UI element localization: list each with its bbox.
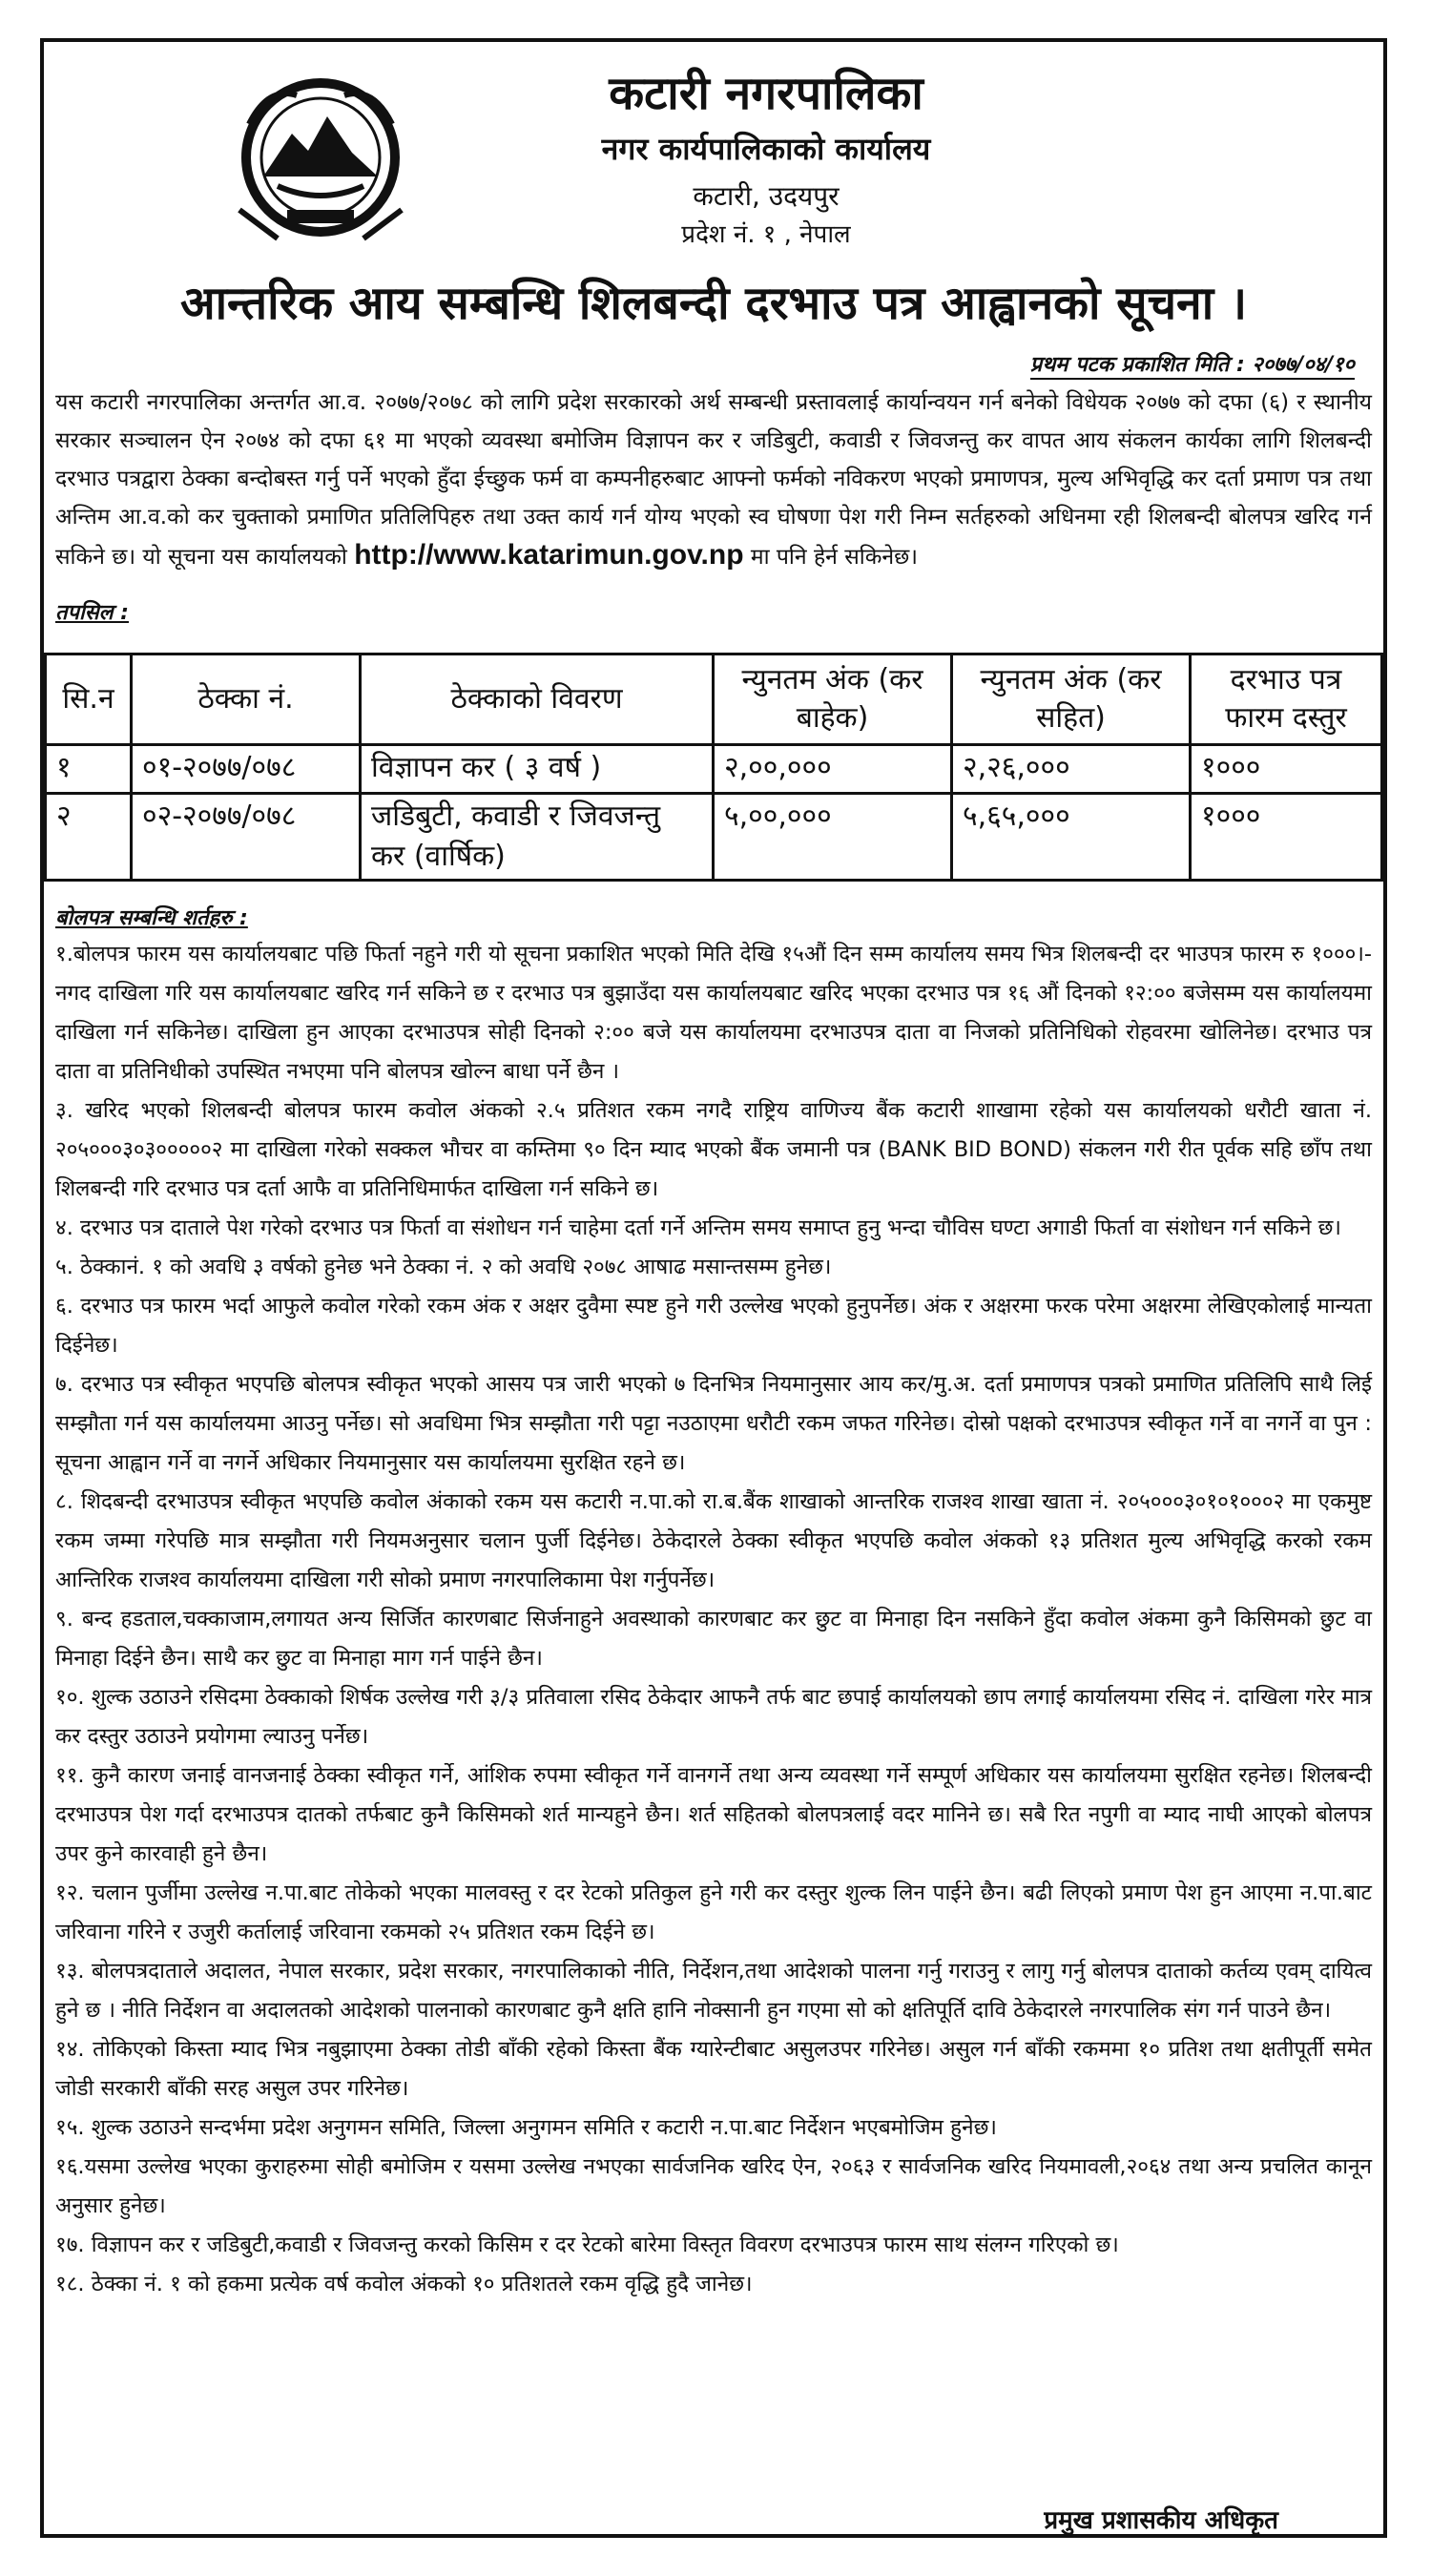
table-cell: २ <box>46 794 132 881</box>
condition-item: १८. ठेक्का नं. १ को हकमा प्रत्येक वर्ष कवोल अंकको १० प्रतिशतले रकम वृद्धि हुदै जानेछ। <box>55 2272 753 2296</box>
org-name: कटारी नगरपालिका <box>609 67 923 120</box>
col-header: सि.न <box>46 654 132 745</box>
table-cell: ५,६५,००० <box>952 794 1191 881</box>
col-header: दरभाउ पत्र फारम दस्तुर <box>1191 654 1382 745</box>
condition-item: १३. बोलपत्रदाताले अदालत, नेपाल सरकार, प्रदेश सरकार, नगरपालिकाको नीति, निर्देशन,तथा आदेशको पालना गर्नु गराउनु र लागु गर्नु बोलपत्र दाताको कर्तव्य एवम् दायित्व हुने छ । नीति निर्देशन वा अदालतको आदेशको पालनाको कारणबाट कुनै क्षति हानि नोक्सानी हुन गएमा सो को क्षतिपूर्ति दावि ठेकेदारले नगरपालिक संग गर्न पाउने छैन। <box>55 1959 1372 2023</box>
table-cell: १००० <box>1191 745 1382 794</box>
province: प्रदेश नं. १ , नेपाल <box>681 220 851 249</box>
table-cell: विज्ञापन कर ( ३ वर्ष ) <box>361 745 714 794</box>
office-name: नगर कार्यपालिकाको कार्यालय <box>601 131 931 167</box>
condition-item: ९. बन्द हडताल,चक्काजाम,लगायत अन्य सिर्जित कारणबाट सिर्जनाहुने अवस्थाको कारणबाट कर छुट वा मिनाहा दिन नसकिने हुँदा कवोल अंकमा कुनै किसिमको छुट वा मिनाहा दिईने छैन। साथै कर छुट वा मिनाहा माग गर्न पाईने छैन। <box>55 1607 1372 1671</box>
col-header: न्युनतम अंक (कर बाहेक) <box>714 654 952 745</box>
table-row <box>46 745 1382 794</box>
condition-item: १०. शुल्क उठाउने रसिदमा ठेक्काको शिर्षक उल्लेख गरी ३/३ प्रतिवाला रसिद ठेकेदार आफनै तर्फ बाट छपाई कार्यालयको छाप लगाई कार्यालयमा रसिद नं. दाखिला गरेर मात्र कर दस्तुर उठाउने प्रयोगमा ल्याउनु पर्नेछ। <box>55 1685 1372 1749</box>
letterhead <box>44 42 1383 266</box>
table-cell: जडिबुटी, कवाडी र जिवजन्तु कर (वार्षिक) <box>361 794 714 881</box>
intro-paragraph <box>55 384 1372 576</box>
condition-item: ४. दरभाउ पत्र दाताले पेश गरेको दरभाउ पत्र फिर्ता वा संशोधन गर्न चाहेमा दर्ता गर्ने अन्तिम समय समाप्त हुनु भन्दा चौविस घण्टा अगाडी फिर्ता वा संशोधन गर्न सकिने छ। <box>55 1215 1341 1240</box>
condition-item: ७. दरभाउ पत्र स्वीकृत भएपछि बोलपत्र स्वीकृत भएको आसय पत्र जारी भएको ७ दिनभित्र नियमानुसार आय कर/मु.अ. दर्ता प्रमाणपत्र पत्रको प्रमाणित प्रतिलिपि साथै लिई सम्झौता गर्न यस कार्यालयमा आउनु पर्नेछ। सो अवधिमा भित्र सम्झौता गरी पट्टा नउठाएमा धरौटी रकम जफत गरिनेछ। दोस्रो पक्षको दरभाउपत्र स्वीकृत गर्ने वा नगर्ने वा पुन : सूचना आह्वान गर्ने वा नगर्ने अधिकार नियमानुसार यस कार्यालयमा सुरक्षित रहने छ। <box>55 1372 1372 1475</box>
url-suffix: मा पनि हेर्न सकिनेछ। <box>743 545 919 570</box>
table-row <box>46 794 1382 881</box>
table-header-row <box>46 654 1382 745</box>
conditions-list <box>55 935 1372 2304</box>
col-header: ठेक्काको विवरण <box>361 654 714 745</box>
tender-table <box>44 653 1383 882</box>
condition-item: १६.यसमा उल्लेख भएका कुराहरुमा सोही बमोजिम र यसमा उल्लेख नभएका सार्वजनिक खरिद ऐन, २०६३ र सार्वजनिक खरिद नियमावली,२०६४ तथा अन्य प्रचलित कानून अनुसार हुनेछ। <box>55 2154 1372 2218</box>
condition-item: १७. विज्ञापन कर र जडिबुटी,कवाडी र जिवजन्तु करको किसिम र दर रेटको बारेमा विस्तृत विवरण दरभाउपत्र फारम साथ संलग्न गरिएको छ। <box>55 2233 1119 2257</box>
condition-item: १२. चलान पुर्जीमा उल्लेख न.पा.बाट तोकेको भएका मालवस्तु र दर रेटको प्रतिकुल हुने गरी कर दस्तुर शुल्क लिन पाईने छैन। बढी लिएको प्रमाण पेश हुन आएमा न.पा.बाट जरिवाना गरिने र उजुरी कर्तालाई जरिवाना रकमको २५ प्रतिशत रकम दिईने छ। <box>55 1880 1372 1944</box>
signatory-title: प्रमुख प्रशासकीय अधिकृत <box>1044 2506 1278 2535</box>
intro-text: यस कटारी नगरपालिका अन्तर्गत आ.व. २०७७/२०७८ को लागि प्रदेश सरकारको अर्थ सम्बन्धी प्रस्तावलाई कार्यान्वयन गर्न बनेको विधेयक २०७७ को दफा (६) र स्थानीय सरकार सञ्चालन ऐन २०७४ को दफा ६१ मा भएको व्यवस्था बमोजिम विज्ञापन कर र जडिबुटी, कवाडी र जिवजन्तु कर वापत आय संकलन कार्यका लागि शिलबन्दी दरभाउ पत्रद्वारा ठेक्का बन्दोबस्त गर्नु पर्ने भएको हुँदा ईच्छुक फर्म वा कम्पनीहरुबाट आफ्नो फर्मको नविकरण भएको प्रमाणपत्र, मुल्य अभिवृद्धि कर दर्ता प्रमाण पत्र तथा अन्तिम आ.व.को कर चुक्ताको प्रमाणित प्रतिलिपिहरु तथा उक्त कार्य गर्न योग्य भएको स्व घोषणा पेश गरी निम्न सर्तहरुको अधिनमा रही शिलबन्दी बोलपत्र खरिद गर्न सकिने छ। यो सूचना यस कार्यालयको <box>55 390 1372 570</box>
table-cell: १००० <box>1191 794 1382 881</box>
publish-date: प्रथम पटक प्रकाशित मिति : २०७७/०४/१० <box>1030 349 1355 380</box>
condition-item: ३. खरिद भएको शिलबन्दी बोलपत्र फारम कवोल अंकको २.५ प्रतिशत रकम नगदै राष्ट्रिय वाणिज्य बैंक कटारी शाखामा रहेको यस कार्यालयको धरौटी खाता नं. २०५०००३०३०००००२ मा दाखिला गरेको सक्कल भौचर वा कम्तिमा ९० दिन म्याद भएको बैंक जमानी पत्र (BANK BID BOND) संकलन गरी रीत पूर्वक सहि छाँप तथा शिलबन्दी गरि दरभाउ पत्र दर्ता आफै वा प्रतिनिधिमार्फत दाखिला गर्न सकिने छ। <box>55 1098 1372 1201</box>
condition-item: ६. दरभाउ पत्र फारम भर्दा आफुले कवोल गरेको रकम अंक र अक्षर दुवैमा स्पष्ट हुने गरी उल्लेख भएको हुनुपर्नेछ। अंक र अक्षरमा फरक परेमा अक्षरमा लेखिएकोलाई मान्यता दिईनेछ। <box>55 1294 1372 1358</box>
notice-frame <box>40 38 1387 2538</box>
col-header: न्युनतम अंक (कर सहित) <box>952 654 1191 745</box>
table-cell: १ <box>46 745 132 794</box>
col-header: ठेक्का नं. <box>132 654 361 745</box>
condition-item: ११. कुनै कारण जनाई वानजनाई ठेक्का स्वीकृत गर्ने, आंशिक रुपमा स्वीकृत गर्ने वानगर्ने तथा अन्य व्यवस्था गर्ने सम्पूर्ण अधिकार यस कार्यालयमा सुरक्षित रहनेछ। शिलबन्दी दरभाउपत्र पेश गर्दा दरभाउपत्र दातको तर्फबाट कुनै किसिमको शर्त मान्यहुने छैन। शर्त सहितको बोलपत्रलाई वदर मानिने छ। सबै रित नपुगी वा म्याद नाघी आएको बोलपत्र उपर कुने कारवाही हुने छैन। <box>55 1763 1372 1866</box>
table-cell: ०२-२०७७/०७८ <box>132 794 361 881</box>
condition-item: १५. शुल्क उठाउने सन्दर्भमा प्रदेश अनुगमन समिति, जिल्ला अनुगमन समिति र कटारी न.पा.बाट निर्देशन भएबमोजिम हुनेछ। <box>55 2115 997 2140</box>
condition-item: १४. तोकिएको किस्ता म्याद भित्र नबुझाएमा ठेक्का तोडी बाँकी रहेको किस्ता बैंक ग्यारेन्टीबाट असुलउपर गरिनेछ। असुल गर्न बाँकी रकममा १० प्रतिश तथा क्षतीपूर्ती समेत जोडी सरकारी बाँकी सरह असुल उपर गरिनेछ। <box>55 2037 1372 2101</box>
conditions-heading: बोलपत्र सम्बन्धि शर्तहरु : <box>55 906 248 930</box>
condition-item: १.बोलपत्र फारम यस कार्यालयबाट पछि फिर्ता नहुने गरी यो सूचना प्रकाशित भएको मिति देखि १५औं दिन सम्म कार्यालय समय भित्र शिलबन्दी दर भाउपत्र फारम रु १०००।- नगद दाखिला गरि यस कार्यालयबाट खरिद गर्न सकिने छ र दरभाउ पत्र बुझाउँदा यस कार्यालयबाट खरिद भएका दरभाउ पत्र १६ औं दिनको १२:०० बजेसम्म यस कार्यालयमा दाखिला गर्न सकिनेछ। दाखिला हुन आएका दरभाउपत्र सोही दिनको २:०० बजे यस कार्यालयमा दरभाउपत्र दाता वा निजको प्रतिनिधिको रोहवरमा खोलिनेछ। दरभाउ पत्र दाता वा प्रतिनिधीको उपस्थित नभएमा पनि बोलपत्र खोल्न बाधा पर्ने छैन । <box>55 942 1372 1084</box>
condition-item: ५. ठेक्कानं. १ को अवधि ३ वर्षको हुनेछ भने ठेक्का नं. २ को अवधि २०७८ आषाढ मसान्तसम्म हुनेछ। <box>55 1255 832 1279</box>
table-cell: २,२६,००० <box>952 745 1191 794</box>
details-label: तपसिल : <box>55 601 129 625</box>
condition-item: ८. शिदबन्दी दरभाउपत्र स्वीकृत भएपछि कवोल अंकाको रकम यस कटारी न.पा.को रा.ब.बैंक शाखाको आन्तरिक राजश्व शाखा खाता नं. २०५०००३०१०१०००२ मा एकमुष्ट रकम जम्मा गरेपछि मात्र सम्झौता गरी नियमअनुसार चलान पुर्जी दिईनेछ। ठेकेदारले ठेक्का स्वीकृत भएपछि कवोल अंकको १३ प्रतिशत मुल्य अभिवृद्धि करको रकम आन्तिरिक राजश्व कार्यालयमा दाखिला गरी सोको प्रमाण नगरपालिकामा पेश गर्नुपर्नेछ। <box>55 1489 1372 1592</box>
website-link[interactable]: http://www.katarimun.gov.np <box>354 539 744 571</box>
address: कटारी, उदयपुर <box>693 180 840 212</box>
notice-title: आन्तरिक आय सम्बन्धि शिलबन्दी दरभाउ पत्र आह्वानको सूचना । <box>179 277 1248 330</box>
table-cell: ५,००,००० <box>714 794 952 881</box>
table-cell: ०१-२०७७/०७८ <box>132 745 361 794</box>
table-cell: २,००,००० <box>714 745 952 794</box>
